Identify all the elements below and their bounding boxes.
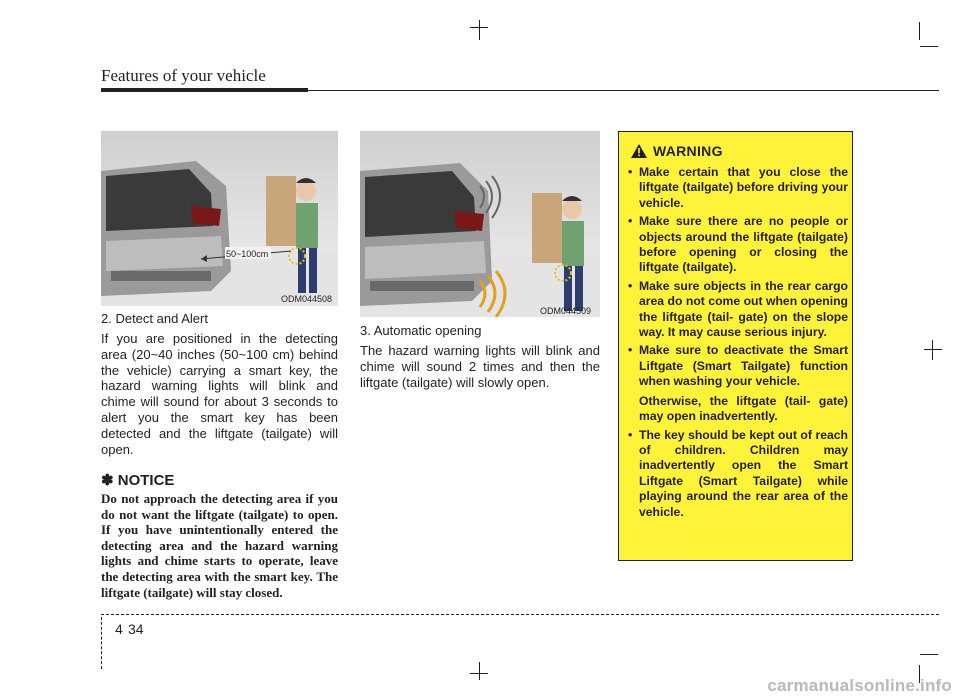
step-open-title: 3. Automatic opening [360,323,482,338]
warning-header [631,143,723,159]
crop-mark-bottom-h [470,673,488,674]
figure-code-1: ODM044508 [281,294,333,304]
crop-mark-bottom-right-h [920,654,938,655]
warning-title: WARNING [653,143,723,159]
crop-mark-right-h [924,349,942,350]
figure-code-2: ODM044509 [540,306,592,316]
crop-mark-top-h [470,27,488,28]
warning-item: • Make sure objects in the rear cargo area do not come out when opening the liftgate (tail- gate) on the slope way. It may cause serious injury. [628,278,848,340]
page-header-title: Features of your vehicle [101,66,266,85]
notice-body: Do not approach the detecting area if you do not want the liftgate (tailgate) to open. If you have unintentionally entered the detecting area and the hazard warning lights and chime starts to operate, leave the detecting area with the smart key. The liftgate (tailgate) will stay closed. [101,491,338,600]
bullet-icon: • [628,278,633,293]
crop-mark-top [479,20,480,40]
watermark: carmanualsonline.info [767,676,952,695]
car-rear-illustration [101,131,338,306]
warning-item: • Make sure there are no people or objects around the liftgate (tailgate) before opening or closing the liftgate (tailgate). [628,214,848,275]
bullet-icon: • [628,427,633,442]
bullet-icon: • [628,165,633,179]
figure-detect-and-alert [101,131,338,306]
warning-list [627,165,848,523]
notice-title: ✽ NOTICE [101,472,175,489]
step-detect-body: If you are positioned in the detecting area (20~40 inches (50~100 cm) behind the vehicle) carrying a smart key, the hazard warning lights will blink and chime will sound for about 3 seconds to alert you the smart key has been detected and the liftgate (tailgate) will open. [101,331,338,457]
crop-mark-right-v [932,340,933,360]
car-rear-open-illustration [360,131,600,317]
step-detect-title: 2. Detect and Alert [101,311,208,326]
warning-item: • Make sure to deactivate the Smart Liftgate (Smart Tailgate) function when washing your vehicle. Otherwise, the liftgate (tail- gate) may open inadvertently. [628,343,848,424]
crop-mark-top-right-v [919,22,920,40]
distance-label: 50~100cm [226,249,269,259]
header-rule-thin [308,90,939,91]
bullet-icon: • [628,214,633,229]
warning-triangle-icon [631,144,647,158]
page-number: 34 [128,621,144,637]
crop-mark-top-right-h [920,46,938,47]
figure-automatic-opening [360,131,600,317]
page-section-number: 4 [115,621,123,637]
step-open-body: The hazard warning lights will blink and chime will sound 2 times and then the liftgate (tailgate) will slowly open. [360,343,600,390]
footer-separator [101,617,102,669]
warning-item: • Make certain that you close the liftgate (tailgate) before driving your vehicle. [628,165,848,210]
warning-box [618,131,853,561]
warning-continuation: Otherwise, the liftgate (tail- gate) may open inadvertently. [639,393,848,424]
crop-mark-bottom-v [479,662,480,680]
header-rule-thick [101,88,308,92]
warning-item: • The key should be kept out of reach of children. Children may inadvertently open the Smart Liftgate (Smart Tailgate) while playing around the rear area of the vehicle. [628,427,848,519]
footer-rule [101,614,939,615]
bullet-icon: • [628,343,633,358]
